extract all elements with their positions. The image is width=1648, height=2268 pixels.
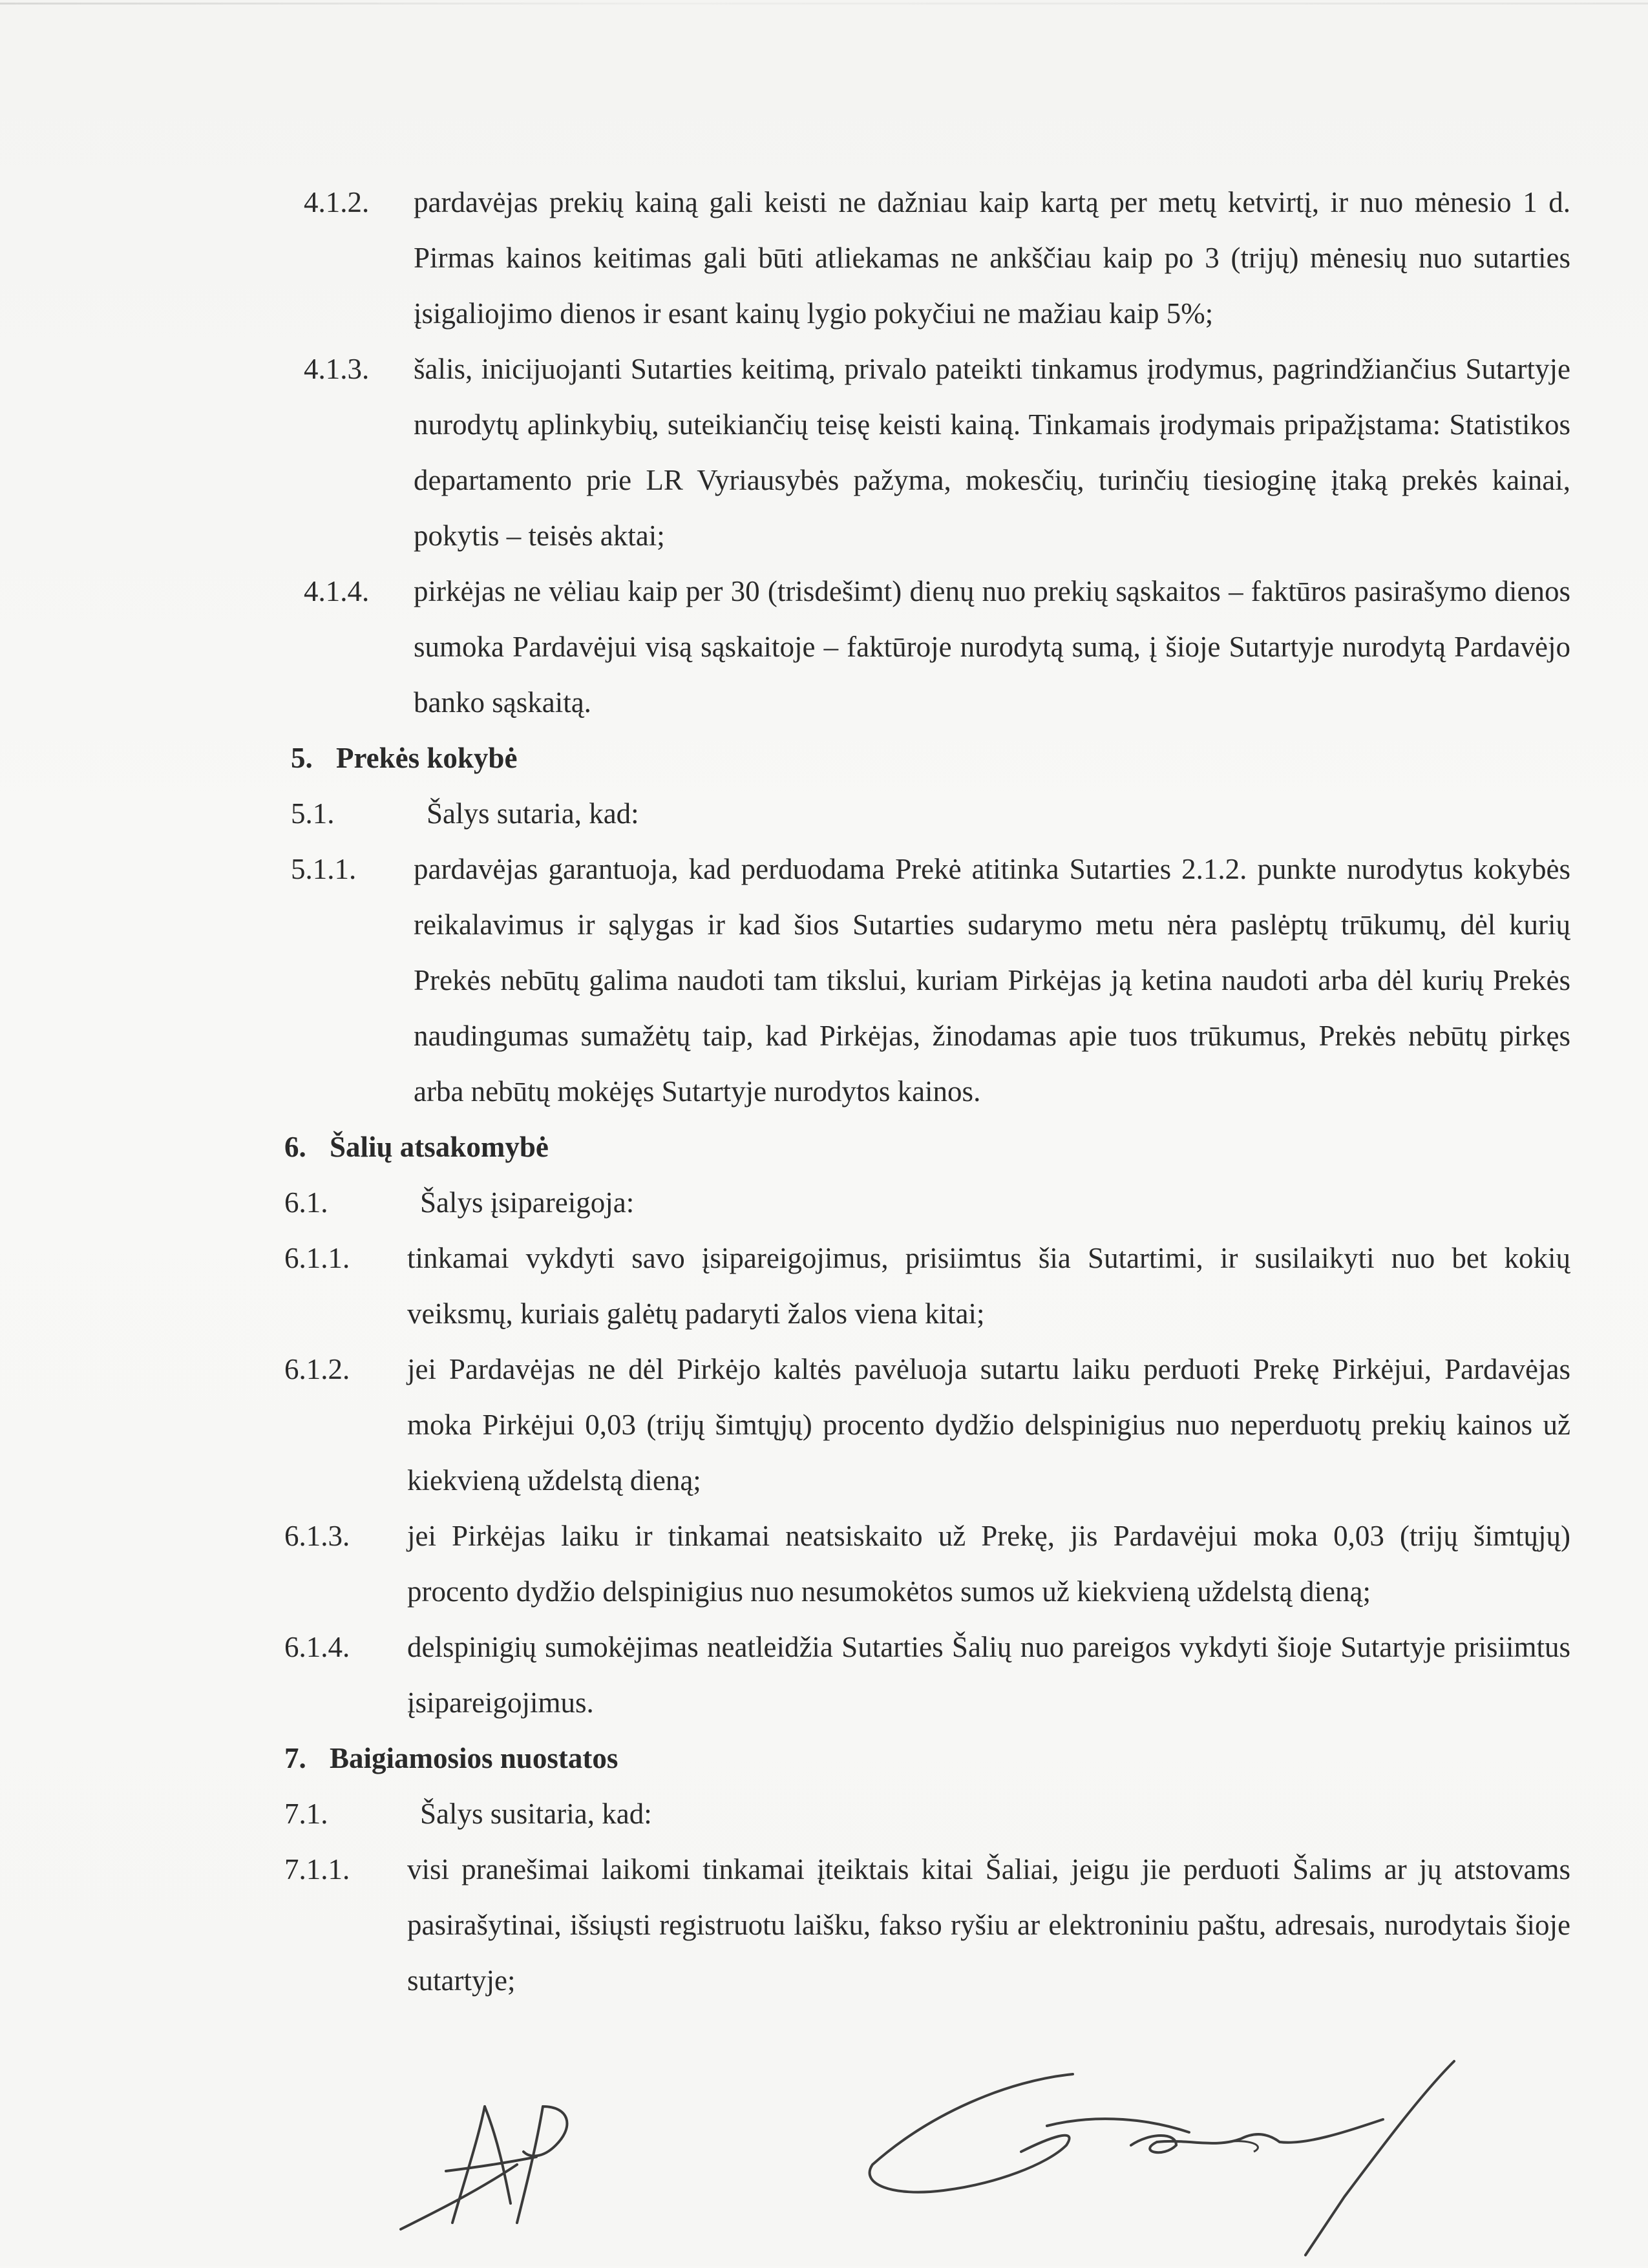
clause-5-1 (291, 786, 1570, 841)
section-number: 6. (284, 1131, 306, 1163)
left-signature (388, 2081, 595, 2249)
clause-text: jei Pardavėjas ne dėl Pirkėjo kaltės pavėluoja sutartu laiku perduoti Prekę Pirkėjui, Pardavėjas moka Pirkėjui 0,03 (trijų šimtųjų) procento dydžio delspinigius nuo neperduotų prekių kainos už kiekvieną uždelstą dieną; (407, 1353, 1570, 1496)
clause-6-1-1 (284, 1230, 1570, 1341)
clause-6-1-3 (284, 1508, 1570, 1619)
right-signature (853, 2035, 1532, 2268)
clause-number: 7.1. (284, 1798, 328, 1830)
clause-text: pardavėjas garantuoja, kad perduodama Prekė atitinka Sutarties 2.1.2. punkte nurodytus kokybės reikalavimus ir sąlygas ir kad šios Sutarties sudarymo metu nėra paslėptų trūkumų, dėl kurių Prekės nebūtų galima naudoti tam tikslui, kuriam Pirkėjas ją ketina naudoti arba dėl kurių Prekės naudingumas sumažėtų taip, kad Pirkėjas, žinodamas apie tuos trūkumus, Prekės nebūtų pirkęs arba nebūtų mokėjęs Sutartyje nurodytos kainos. (414, 853, 1570, 1108)
section-heading-6 (284, 1119, 1570, 1175)
section-title: Šalių atsakomybė (330, 1131, 549, 1163)
clause-4-1-4 (304, 563, 1570, 730)
clause-text: jei Pirkėjas laiku ir tinkamai neatsiskaito už Prekę, jis Pardavėjui moka 0,03 (trijų šimtųjų) procento dydžio delspinigius nuo nesumokėtos sumos už kiekvieną uždelstą dieną; (407, 1520, 1570, 1608)
section-number: 7. (284, 1742, 306, 1774)
clause-number: 7.1.1. (284, 1853, 350, 1885)
clause-number: 5.1.1. (291, 853, 357, 885)
clause-text: pirkėjas ne vėliau kaip per 30 (trisdešimt) dienų nuo prekių sąskaitos – faktūros pasirašymo dienos sumoka Pardavėjui visą sąskaitoje – faktūroje nurodytą sumą, į šioje Sutartyje nurodytą Pardavėjo banko sąskaitą. (414, 575, 1570, 719)
clause-6-1-2 (284, 1341, 1570, 1508)
clause-text: Šalys įsipareigoja: (420, 1186, 635, 1219)
clause-text: Šalys sutaria, kad: (427, 797, 639, 830)
section-heading-7 (284, 1730, 1570, 1786)
clause-number: 4.1.3. (304, 353, 370, 385)
clause-6-1 (284, 1175, 1570, 1230)
clause-number: 4.1.2. (304, 186, 370, 218)
section-number: 5. (291, 742, 313, 774)
section-title: Baigiamosios nuostatos (330, 1742, 618, 1774)
clause-4-1-3 (304, 341, 1570, 563)
clause-number: 5.1. (291, 797, 335, 830)
clause-text: pardavėjas prekių kainą gali keisti ne dažniau kaip kartą per metų ketvirtį, ir nuo mėnesio 1 d. Pirmas kainos keitimas gali būti atliekamas ne ankščiau kaip po 3 (trijų) mėnesių nuo sutarties įsigaliojimo dienos ir esant kainų lygio pokyčiui ne mažiau kaip 5%; (414, 186, 1570, 330)
clause-7-1 (284, 1786, 1570, 1842)
section-title: Prekės kokybė (336, 742, 518, 774)
clause-number: 6.1.1. (284, 1242, 350, 1274)
clause-number: 6.1.4. (284, 1631, 350, 1663)
section-heading-5 (291, 730, 1570, 786)
document-body (284, 174, 1570, 2008)
clause-text: Šalys susitaria, kad: (420, 1798, 652, 1830)
clause-number: 6.1.3. (284, 1520, 350, 1552)
clause-number: 4.1.4. (304, 575, 370, 607)
clause-7-1-1 (284, 1842, 1570, 2008)
clause-text: delspinigių sumokėjimas neatleidžia Sutarties Šalių nuo pareigos vykdyti šioje Sutartyje prisiimtus įsipareigojimus. (407, 1631, 1570, 1719)
clause-6-1-4 (284, 1619, 1570, 1730)
clause-number: 6.1.2. (284, 1353, 350, 1385)
clause-text: šalis, inicijuojanti Sutarties keitimą, privalo pateikti tinkamus įrodymus, pagrindžiančius Sutartyje nurodytų aplinkybių, suteikiančių teisę keisti kainą. Tinkamais įrodymais pripažįstama: Statistikos departamento prie LR Vyriausybės pažyma, mokesčių, turinčių tiesioginę įtaką prekės kainai, pokytis – teisės aktai; (414, 353, 1570, 552)
clause-number: 6.1. (284, 1186, 328, 1219)
clause-5-1-1 (291, 841, 1570, 1119)
clause-4-1-2 (304, 174, 1570, 341)
clause-text: visi pranešimai laikomi tinkamai įteiktais kitai Šaliai, jeigu jie perduoti Šalims ar jų atstovams pasirašytinai, išsiųsti registruotu laišku, fakso ryšiu ar elektroniniu paštu, adresais, nurodytais šioje sutartyje; (407, 1853, 1570, 1997)
page-edge (0, 3, 1648, 5)
clause-text: tinkamai vykdyti savo įsipareigojimus, prisiimtus šia Sutartimi, ir susilaikyti nuo bet kokių veiksmų, kuriais galėtų padaryti žalos viena kitai; (407, 1242, 1570, 1330)
